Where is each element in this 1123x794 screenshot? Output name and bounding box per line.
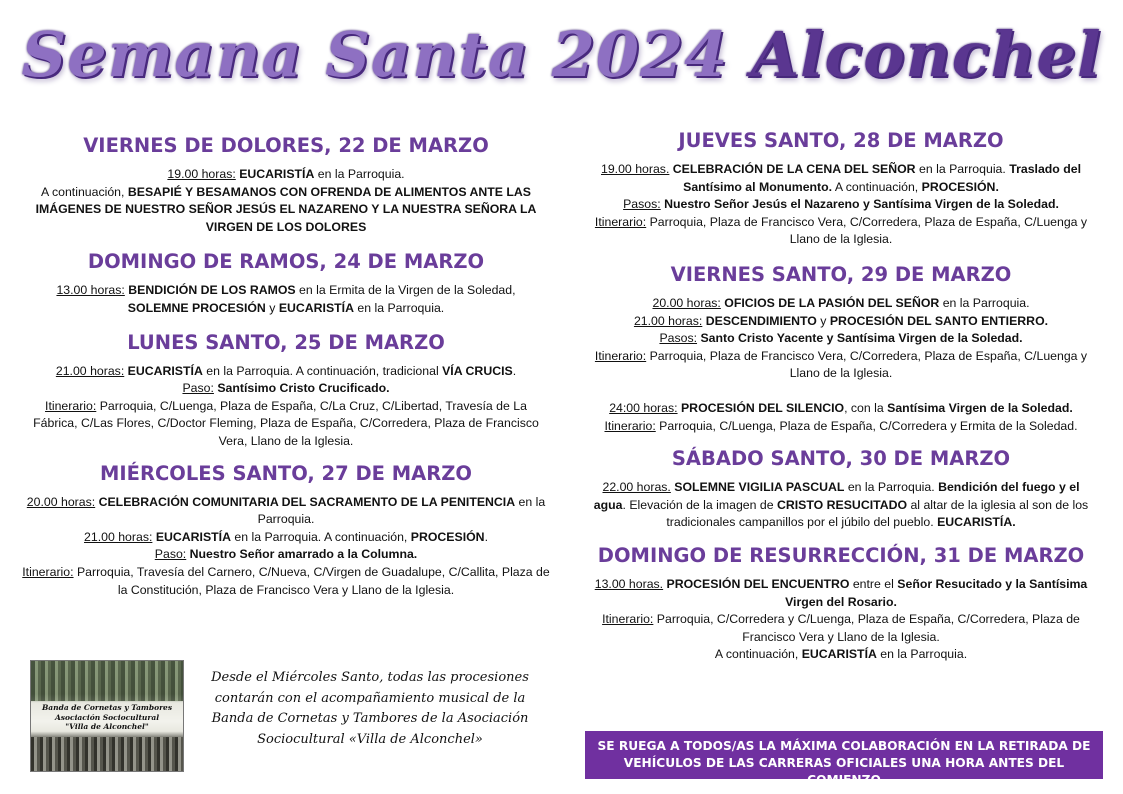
music-note: Desde el Miércoles Santo, todas las procesiones contarán con el acompañamiento musical de la Banda de Cornetas y Tambores de la Asociación Sociocultural «Villa de Alconchel» <box>211 670 529 747</box>
title-place: Alconchel <box>750 18 1102 91</box>
section-lunes-santo: LUNES SANTO, 25 DE MARZO 21.00 horas: EUCARISTÍA en la Parroquia. A continuación, tradicional VÍA CRUCIS. Paso: Santísimo Cristo Crucificado. Itinerario: Parroquia, C/Luenga, Plaza de España, C/La Cruz, C/Libertad, Travesía de La Fábrica, C/Las Flores, C/Doctor Fleming, Plaza de España, C/Corredera, Plaza de Francisco Vera, Llano de la Iglesia. <box>22 331 550 451</box>
band-photo <box>30 660 184 772</box>
section-viernes-dolores: VIERNES DE DOLORES, 22 DE MARZO 19.00 horas: EUCARISTÍA en la Parroquia. A continuación, BESAPIÉ Y BESAMANOS CON OFRENDA DE ALIMENTOS ANTE LAS IMÁGENES DE NUESTRO SEÑOR JESÚS EL NAZARENO Y LA NUESTRA SEÑORA LA VIRGEN DE LOS DOLORES <box>22 134 550 236</box>
hour: 22.00 horas. <box>602 480 671 495</box>
section-heading: LUNES SANTO, 25 DE MARZO <box>127 330 445 354</box>
section-heading: VIERNES SANTO, 29 DE MARZO <box>670 262 1012 286</box>
hour: 21.00 horas: <box>55 363 125 378</box>
section-heading: JUEVES SANTO, 28 DE MARZO <box>678 129 1004 152</box>
hour: 21.00 horas: <box>633 313 703 328</box>
section-heading: DOMINGO DE RESURRECCIÓN, 31 DE MARZO <box>597 543 1085 567</box>
band-photo-caption: Banda de Cornetas y Tambores Asociación Sociocultural "Villa de Alconchel" <box>41 703 173 731</box>
hour: 13.00 horas: <box>56 283 125 298</box>
section-sabado-santo: SÁBADO SANTO, 30 DE MARZO 22.00 horas. SOLEMNE VIGILIA PASCUAL en la Parroquia. Bendición del fuego y el agua. Elevación de la imagen de CRISTO RESUCITADO al altar de la iglesia al son de los tradicionales campanillos por el júbilo del pueblo. EUCARISTÍA. <box>588 447 1094 532</box>
hour: 21.00 horas: <box>84 529 153 544</box>
hour: 19.00 horas: <box>167 167 236 181</box>
title-main: Semana Santa 2024 <box>21 18 729 91</box>
hour: 20.00 horas: <box>652 295 721 310</box>
hour: 24:00 horas: <box>609 400 678 415</box>
section-jueves-santo: JUEVES SANTO, 28 DE MARZO 19.00 horas. CELEBRACIÓN DE LA CENA DEL SEÑOR en la Parroquia. Traslado del Santísimo al Monumento. A continuación, PROCESIÓN. Pasos: Nuestro Señor Jesús el Nazareno y Santísima Virgen de la Soledad. Itinerario: Parroquia, Plaza de Francisco Vera, C/Corredera, Plaza de España, C/Luenga y Llano de la Iglesia. <box>588 129 1094 249</box>
right-column <box>588 128 1094 664</box>
section-heading: VIERNES DE DOLORES, 22 DE MARZO <box>83 134 489 157</box>
section-heading: DOMINGO DE RAMOS, 24 DE MARZO <box>87 250 485 274</box>
section-domingo-resurreccion: DOMINGO DE RESURRECCIÓN, 31 DE MARZO 13.00 horas. PROCESIÓN DEL ENCUENTRO entre el Señor Resucitado y la Santísima Virgen del Rosario. Itinerario: Parroquia, C/Corredera y C/Luenga, Plaza de España, C/Corredera, Plaza de Francisco Vera y Llano de la Iglesia. A continuación, EUCARISTÍA en la Parroquia. <box>588 544 1094 664</box>
section-domingo-ramos: DOMINGO DE RAMOS, 24 DE MARZO 13.00 horas: BENDICIÓN DE LOS RAMOS en la Ermita de la Virgen de la Soledad, SOLEMNE PROCESIÓN y EUCARISTÍA en la Parroquia. <box>22 250 550 317</box>
section-heading: SÁBADO SANTO, 30 DE MARZO <box>671 447 1011 471</box>
hour: 20.00 horas: <box>26 494 96 509</box>
notice-banner: SE RUEGA A TODOS/AS LA MÁXIMA COLABORACIÓN EN LA RETIRADA DE VEHÍCULOS DE LAS CARRERAS OFICIALES UNA HORA ANTES DEL COMIENZO <box>585 731 1103 779</box>
left-column <box>22 128 550 599</box>
section-heading: MIÉRCOLES SANTO, 27 DE MARZO <box>99 461 472 485</box>
hour: 13.00 horas. <box>594 576 664 591</box>
band-photo-bottom <box>31 737 183 771</box>
hour: 19.00 horas. <box>601 162 670 176</box>
page-title <box>0 18 1123 91</box>
band-photo-top <box>31 661 183 701</box>
section-viernes-santo: VIERNES SANTO, 29 DE MARZO 20.00 horas: OFICIOS DE LA PASIÓN DEL SEÑOR en la Parroquia. 21.00 horas: DESCENDIMIENTO y PROCESIÓN DEL SANTO ENTIERRO. Pasos: Santo Cristo Yacente y Santísima Virgen de la Soledad. Itinerario: Parroquia, Plaza de Francisco Vera, C/Corredera, Plaza de España, C/Luenga y Llano de la Iglesia. 24:00 horas: PROCESIÓN DEL SILENCIO, con la Santísima Virgen de la Soledad. Itinerario: Parroquia, C/Luenga, Plaza de España, C/Corredera y Ermita de la Soledad. <box>588 263 1094 435</box>
section-miercoles-santo: MIÉRCOLES SANTO, 27 DE MARZO 20.00 horas: CELEBRACIÓN COMUNITARIA DEL SACRAMENTO DE LA PENITENCIA en la Parroquia. 21.00 horas: EUCARISTÍA en la Parroquia. A continuación, PROCESIÓN. Paso: Nuestro Señor amarrado a la Columna. Itinerario: Parroquia, Travesía del Carnero, C/Nueva, C/Virgen de Guadalupe, C/Callita, Plaza de la Constitución, Plaza de Francisco Vera y Llano de la Iglesia. <box>22 461 550 597</box>
